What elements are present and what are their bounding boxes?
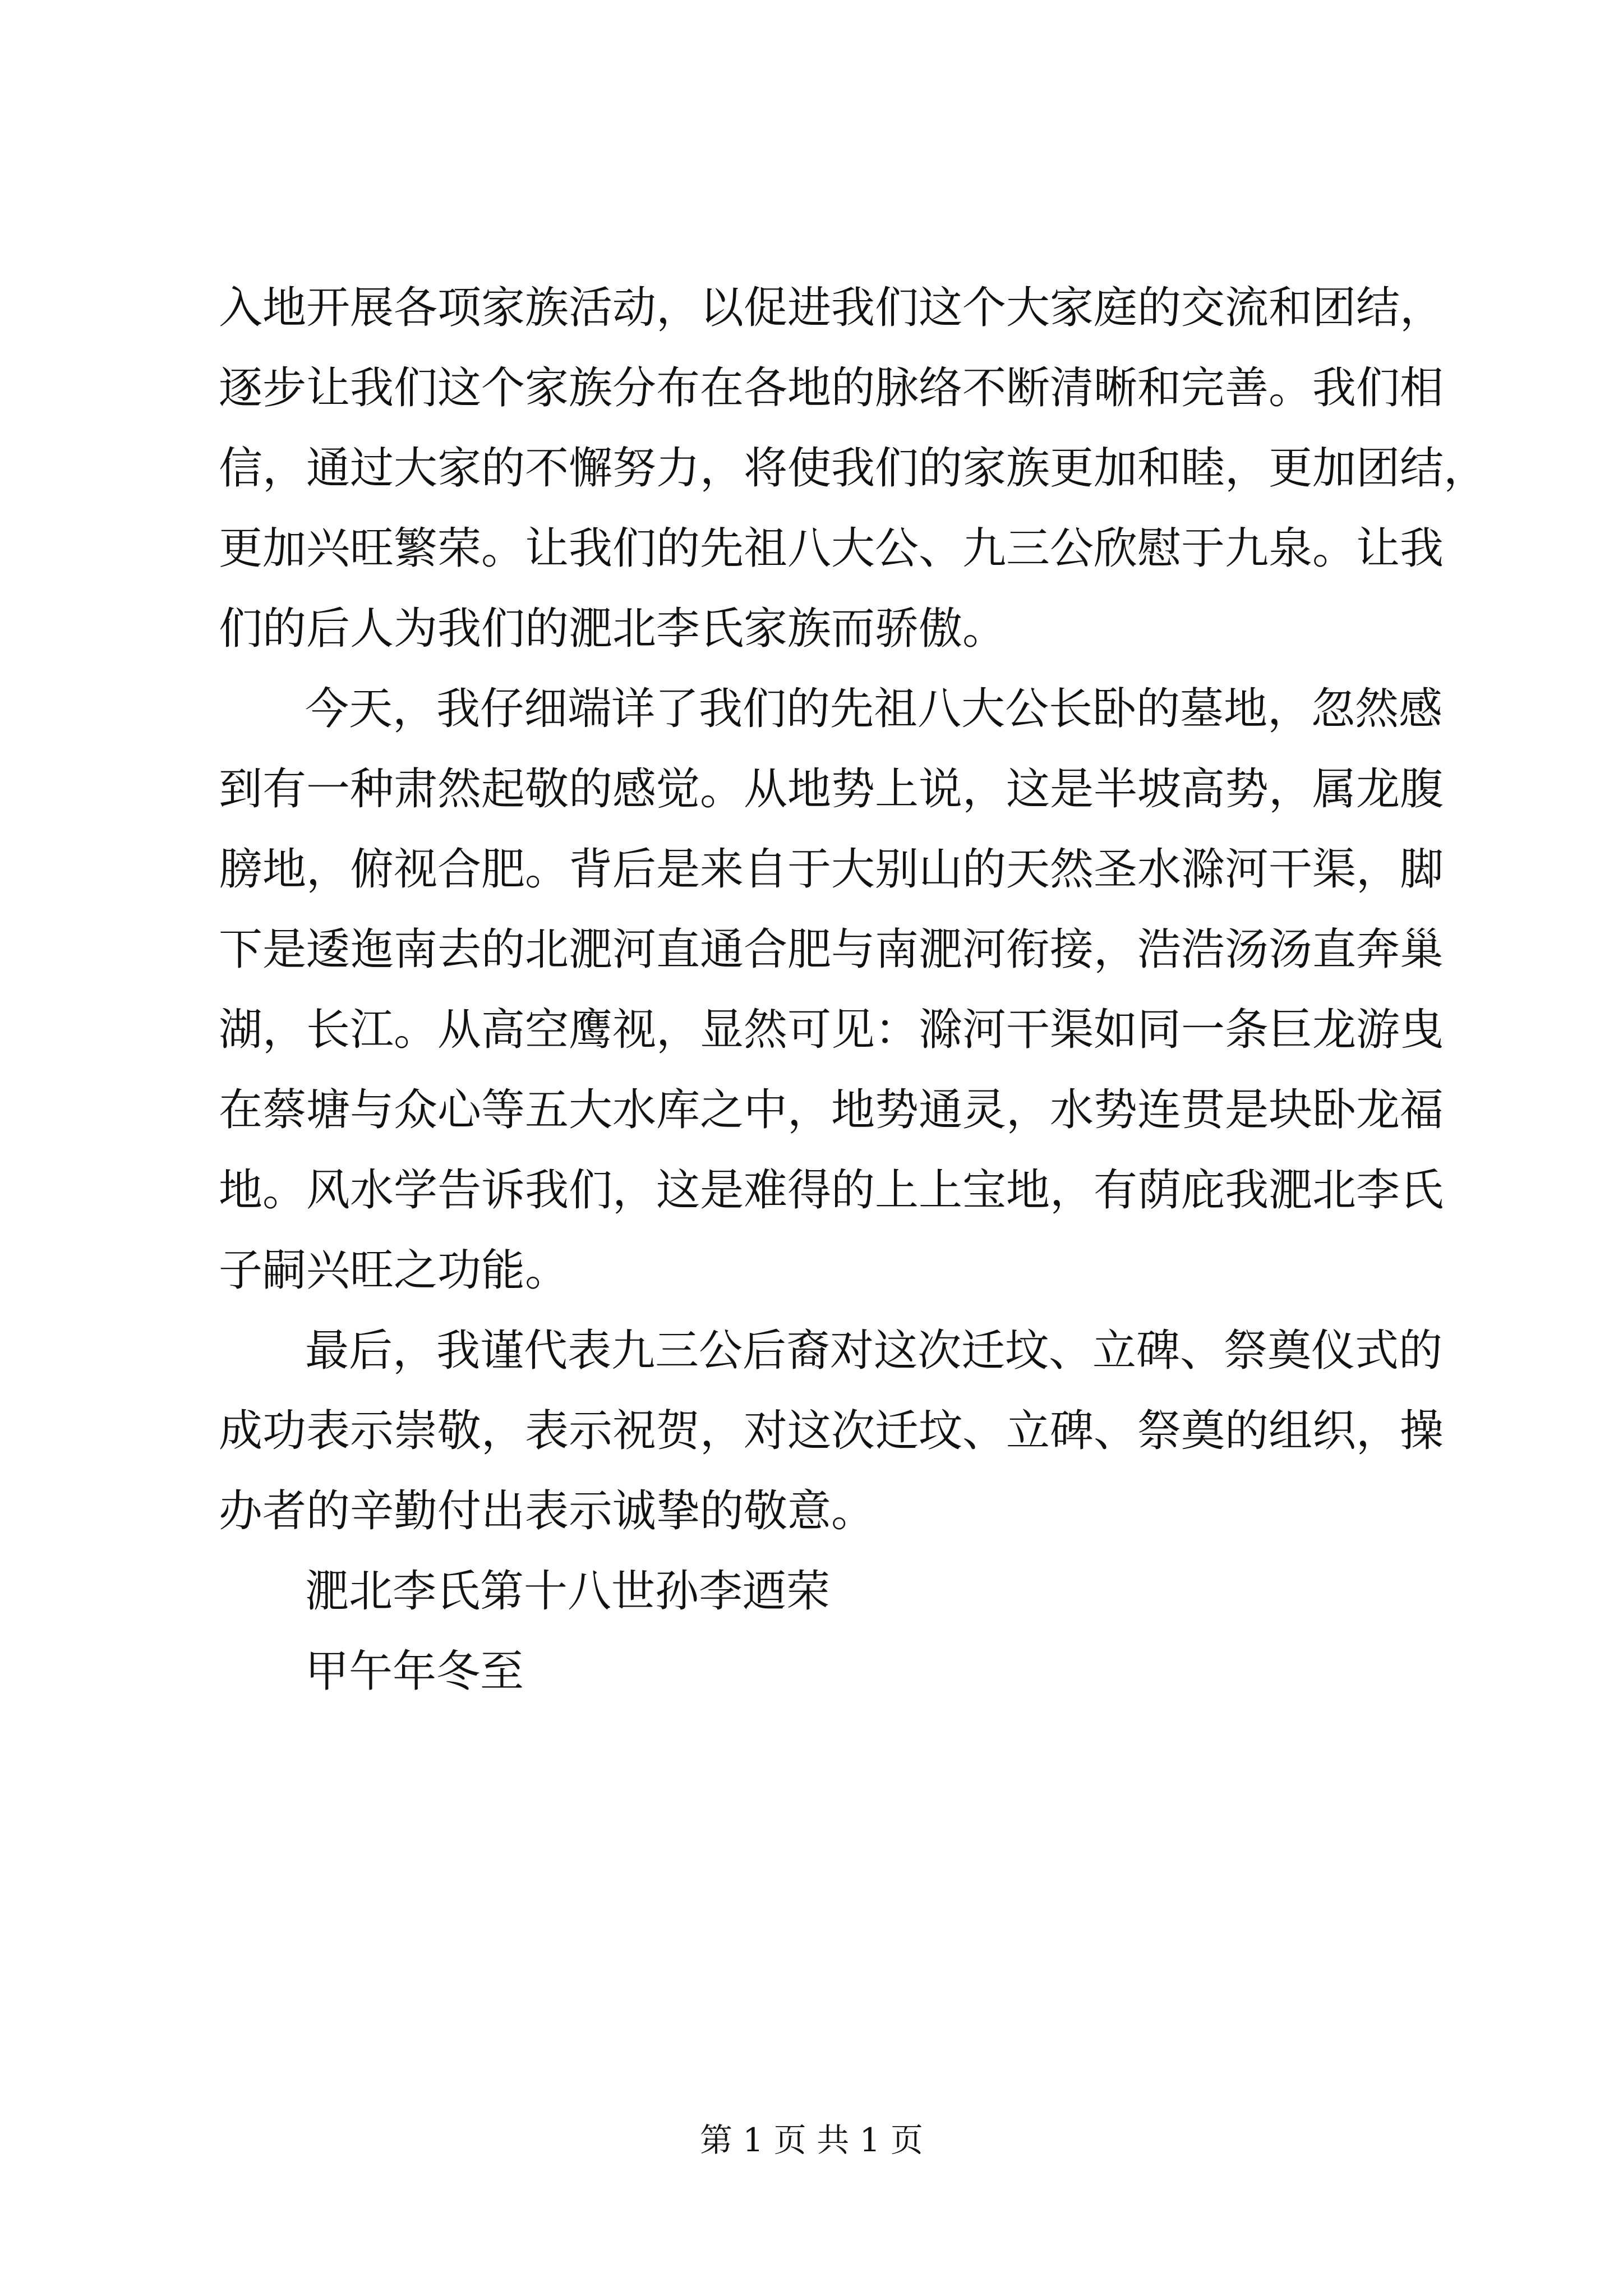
text-line: 在蔡塘与众心等五大水库之中，地势通灵，水势连贯是块卧龙福 [219, 1085, 1444, 1135]
text-line: 更加兴旺繁荣。让我们的先祖八大公、九三公欣慰于九泉。让我 [219, 523, 1444, 574]
text-line: 子嗣兴旺之功能。 [219, 1245, 569, 1296]
paragraph-1 [219, 268, 1488, 669]
text-line: 膀地，俯视合肥。背后是来自于大别山的天然圣水滁河干渠，脚 [219, 844, 1444, 895]
signature: 淝北李氏第十八世孙李迺荣 [305, 1566, 831, 1617]
text-line: 信，通过大家的不懈努力，将使我们的家族更加和睦，更加团结， [219, 443, 1488, 494]
document-body [219, 268, 1488, 1712]
text-line: 到有一种肃然起敬的感觉。从地势上说，这是半坡高势，属龙腹 [219, 764, 1444, 815]
text-line: 成功表示崇敬，表示祝贺，对这次迁坟、立碑、祭奠的组织，操 [219, 1406, 1444, 1456]
text-line: 地。风水学告诉我们，这是难得的上上宝地，有荫庇我淝北李氏 [219, 1165, 1444, 1216]
text-line: 下是逶迤南去的北淝河直通合肥与南淝河衔接，浩浩汤汤直奔巢 [219, 924, 1444, 975]
text-line: 湖，长江。从高空鹰视，显然可见：滁河干渠如同一条巨龙游曳 [219, 1005, 1444, 1055]
page-footer: 第 1 页 共 1 页 [700, 2121, 923, 2159]
text-line: 们的后人为我们的淝北李氏家族而骄傲。 [219, 604, 1007, 654]
text-line: 逐步让我们这个家族分布在各地的脉络不断清晰和完善。我们相 [219, 363, 1444, 413]
paragraph-2 [219, 669, 1444, 1311]
text-line: 入地开展各项家族活动，以促进我们这个大家庭的交流和团结， [219, 283, 1444, 333]
text-line: 今天，我仔细端详了我们的先祖八大公长卧的墓地，忽然感 [305, 684, 1443, 734]
paragraph-3 [219, 1311, 1444, 1552]
text-line: 办者的辛勤付出表示诚挚的敬意。 [219, 1486, 875, 1536]
date-line: 甲午年冬至 [305, 1646, 524, 1697]
text-line: 最后，我谨代表九三公后裔对这次迁坟、立碑、祭奠仪式的 [305, 1326, 1443, 1376]
